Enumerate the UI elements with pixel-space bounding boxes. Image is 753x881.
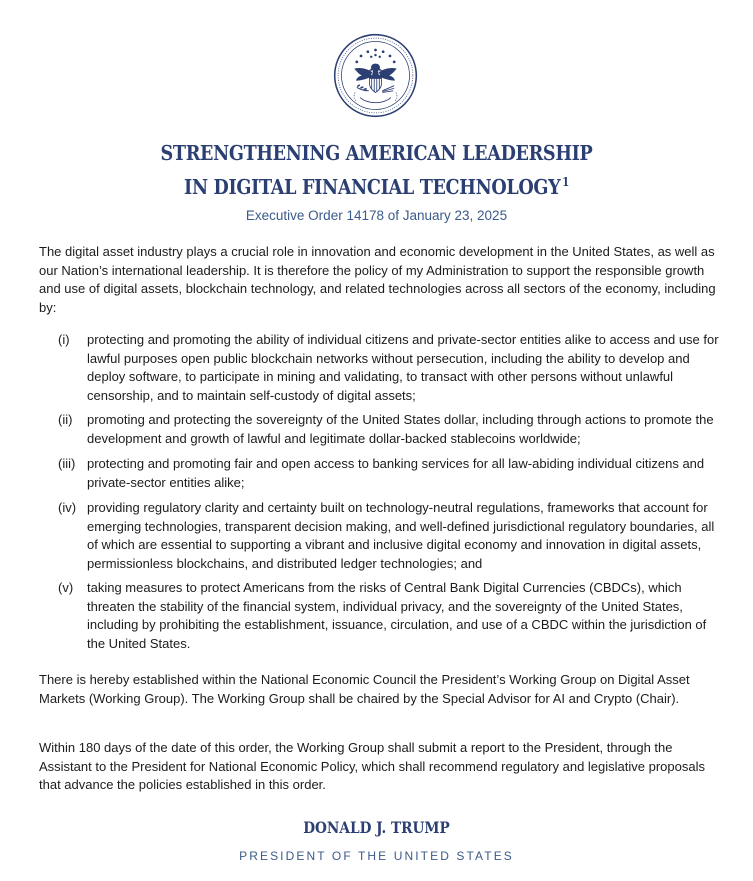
- presidential-seal-icon: [333, 33, 418, 118]
- report-paragraph: Within 180 days of the date of this order, the Working Group shall submit a report to the President, through the Assistant to the President for National Economic Policy, which shall recommend regulatory and legislative proposals that advance the policies established in this order.: [39, 740, 705, 792]
- document-title-line-1: STRENGTHENING AMERICAN LEADERSHIP: [160, 141, 593, 165]
- policy-text: taking measures to protect Americans from the risks of Central Bank Digital Currencies (CBDCs), which threaten the stability of the financial system, individual privacy, and the sovereignty of the United States, including by prohibiting the establishment, issuance, circulation, and use of a CBDC within the jurisdiction of the United States.: [87, 580, 707, 651]
- working-group-paragraph: There is hereby established within the National Economic Council the President’s Working Group on Digital Asset Markets (Working Group). The Working Group shall be chaired by the Special Advisor for AI and Crypto (Chair).: [39, 672, 690, 706]
- executive-order-subtitle: Executive Order 14178 of January 23, 2025: [245, 208, 508, 223]
- signer-title: PRESIDENT OF THE UNITED STATES: [239, 849, 514, 863]
- policy-number: (iii): [58, 456, 76, 471]
- signer-name: DONALD J. TRUMP: [303, 818, 450, 837]
- footnote-marker: 1: [562, 175, 569, 189]
- policy-text: protecting and promoting fair and open access to banking services for all law-abiding individual citizens and private-sector entities alike;: [87, 456, 705, 490]
- policy-text: protecting and promoting the ability of individual citizens and private-sector entities alike to access and use for lawful purposes open public blockchain networks without persecution, including the ability to develop and deploy software, to participate in mining and validating, to transact with other persons without unlawful censorship, and to maintain self-custody of digital assets;: [87, 332, 719, 403]
- policy-number: (v): [58, 580, 74, 595]
- policy-text: providing regulatory clarity and certainty built on technology-neutral regulations, frameworks that account for emerging technologies, transparent decision making, and well-defined jurisdictional regulatory boundaries, all of which are essential to supporting a vibrant and inclusive digital economy and innovation in digital assets, permissionless blockchains, and distributed ledger technologies; and: [87, 500, 715, 571]
- policy-number: (iv): [58, 500, 77, 515]
- document-title-line-2: IN DIGITAL FINANCIAL TECHNOLOGY $^1$: [184, 175, 569, 199]
- policy-number: (i): [58, 332, 70, 347]
- policy-number: (ii): [58, 412, 73, 427]
- policy-text: promoting and protecting the sovereignty of the United States dollar, including through actions to promote the development and growth of lawful and legitimate dollar-backed stablecoins worldwide;: [87, 412, 714, 446]
- intro-paragraph: The digital asset industry plays a crucial role in innovation and economic development in the United States, as well as our Nation’s international leadership. It is therefore the policy of my Administration to support the responsible growth and use of digital assets, blockchain technology, and related technologies across all sectors of the economy, including by:: [39, 244, 716, 315]
